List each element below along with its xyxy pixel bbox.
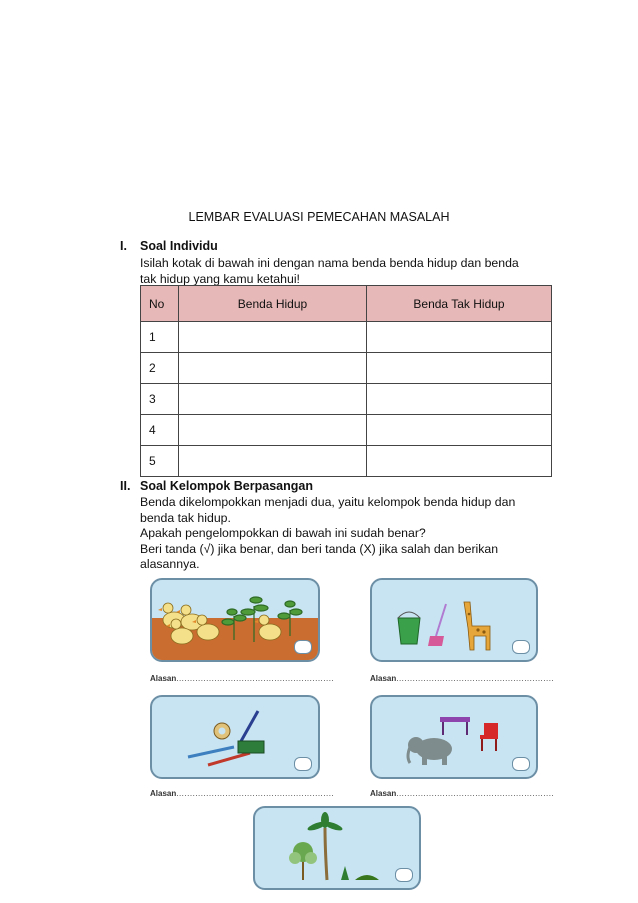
cell-benda-tak-hidup[interactable] — [367, 322, 552, 353]
section1-heading: Soal Individu — [140, 239, 218, 253]
alasan-line — [370, 789, 554, 798]
alasan-line — [150, 674, 334, 683]
alasan-dots: .......................................................... — [176, 789, 335, 798]
card-elephant-furniture — [370, 695, 538, 779]
cell-benda-hidup[interactable] — [179, 415, 367, 446]
cell-benda-hidup[interactable] — [179, 446, 367, 477]
alasan-dots: .......................................................... — [396, 789, 555, 798]
table-row — [141, 384, 552, 415]
card-stationery — [150, 695, 320, 779]
cell-benda-tak-hidup[interactable] — [367, 446, 552, 477]
table-row — [141, 446, 552, 477]
alasan-label: Alasan — [150, 674, 177, 683]
cell-benda-tak-hidup[interactable] — [367, 353, 552, 384]
cell-benda-hidup[interactable] — [179, 384, 367, 415]
card-ducks-plants — [150, 578, 320, 662]
section2-line3: Apakah pengelompokkan di bawah ini sudah benar? — [140, 526, 426, 540]
answer-checkbox[interactable] — [395, 868, 413, 882]
alasan-label: Alasan — [150, 789, 177, 798]
table-header-row — [141, 286, 552, 322]
answer-checkbox[interactable] — [512, 640, 530, 654]
page-title: LEMBAR EVALUASI PEMECAHAN MASALAH — [188, 210, 450, 224]
row-number: 2 — [141, 353, 179, 384]
row-number: 1 — [141, 322, 179, 353]
section2-line4: Beri tanda (√) jika benar, dan beri tanda (X) jika salah dan berikan — [140, 541, 499, 556]
table-row — [141, 415, 552, 446]
section2-instruction — [140, 495, 548, 573]
row-number: 3 — [141, 384, 179, 415]
cell-benda-hidup[interactable] — [179, 353, 367, 384]
alasan-label: Alasan — [370, 789, 397, 798]
row-number: 5 — [141, 446, 179, 477]
cell-benda-tak-hidup[interactable] — [367, 415, 552, 446]
section1-line1: Isilah kotak di bawah ini dengan nama benda benda hidup dan benda — [140, 256, 519, 270]
section2-line2: benda tak hidup. — [140, 510, 231, 525]
table-row — [141, 322, 552, 353]
section1-number: I. — [120, 239, 127, 253]
section2-line5: alasannya. — [140, 557, 200, 571]
card-bucket-broom-giraffe — [370, 578, 538, 662]
section2-line1: Benda dikelompokkan menjadi dua, yaitu kelompok benda hidup dan — [140, 495, 516, 509]
cell-benda-tak-hidup[interactable] — [367, 384, 552, 415]
header-no: No — [141, 286, 179, 322]
section1-instruction — [140, 256, 548, 287]
section2-heading: Soal Kelompok Berpasangan — [140, 479, 313, 493]
table-row — [141, 353, 552, 384]
alasan-dots: .......................................................... — [176, 674, 335, 683]
section1-line2: tak hidup yang kamu ketahui! — [140, 271, 300, 286]
answer-checkbox[interactable] — [294, 640, 312, 654]
answer-checkbox[interactable] — [512, 757, 530, 771]
card-trees — [253, 806, 421, 890]
section2-number: II. — [120, 479, 131, 493]
alasan-dots: .......................................................... — [396, 674, 555, 683]
alasan-line — [370, 674, 554, 683]
row-number: 4 — [141, 415, 179, 446]
cell-benda-hidup[interactable] — [179, 322, 367, 353]
header-benda-tak-hidup: Benda Tak Hidup — [367, 286, 552, 322]
answer-checkbox[interactable] — [294, 757, 312, 771]
alasan-line — [150, 789, 334, 798]
alasan-label: Alasan — [370, 674, 397, 683]
evaluation-table — [140, 285, 552, 477]
header-benda-hidup: Benda Hidup — [179, 286, 367, 322]
